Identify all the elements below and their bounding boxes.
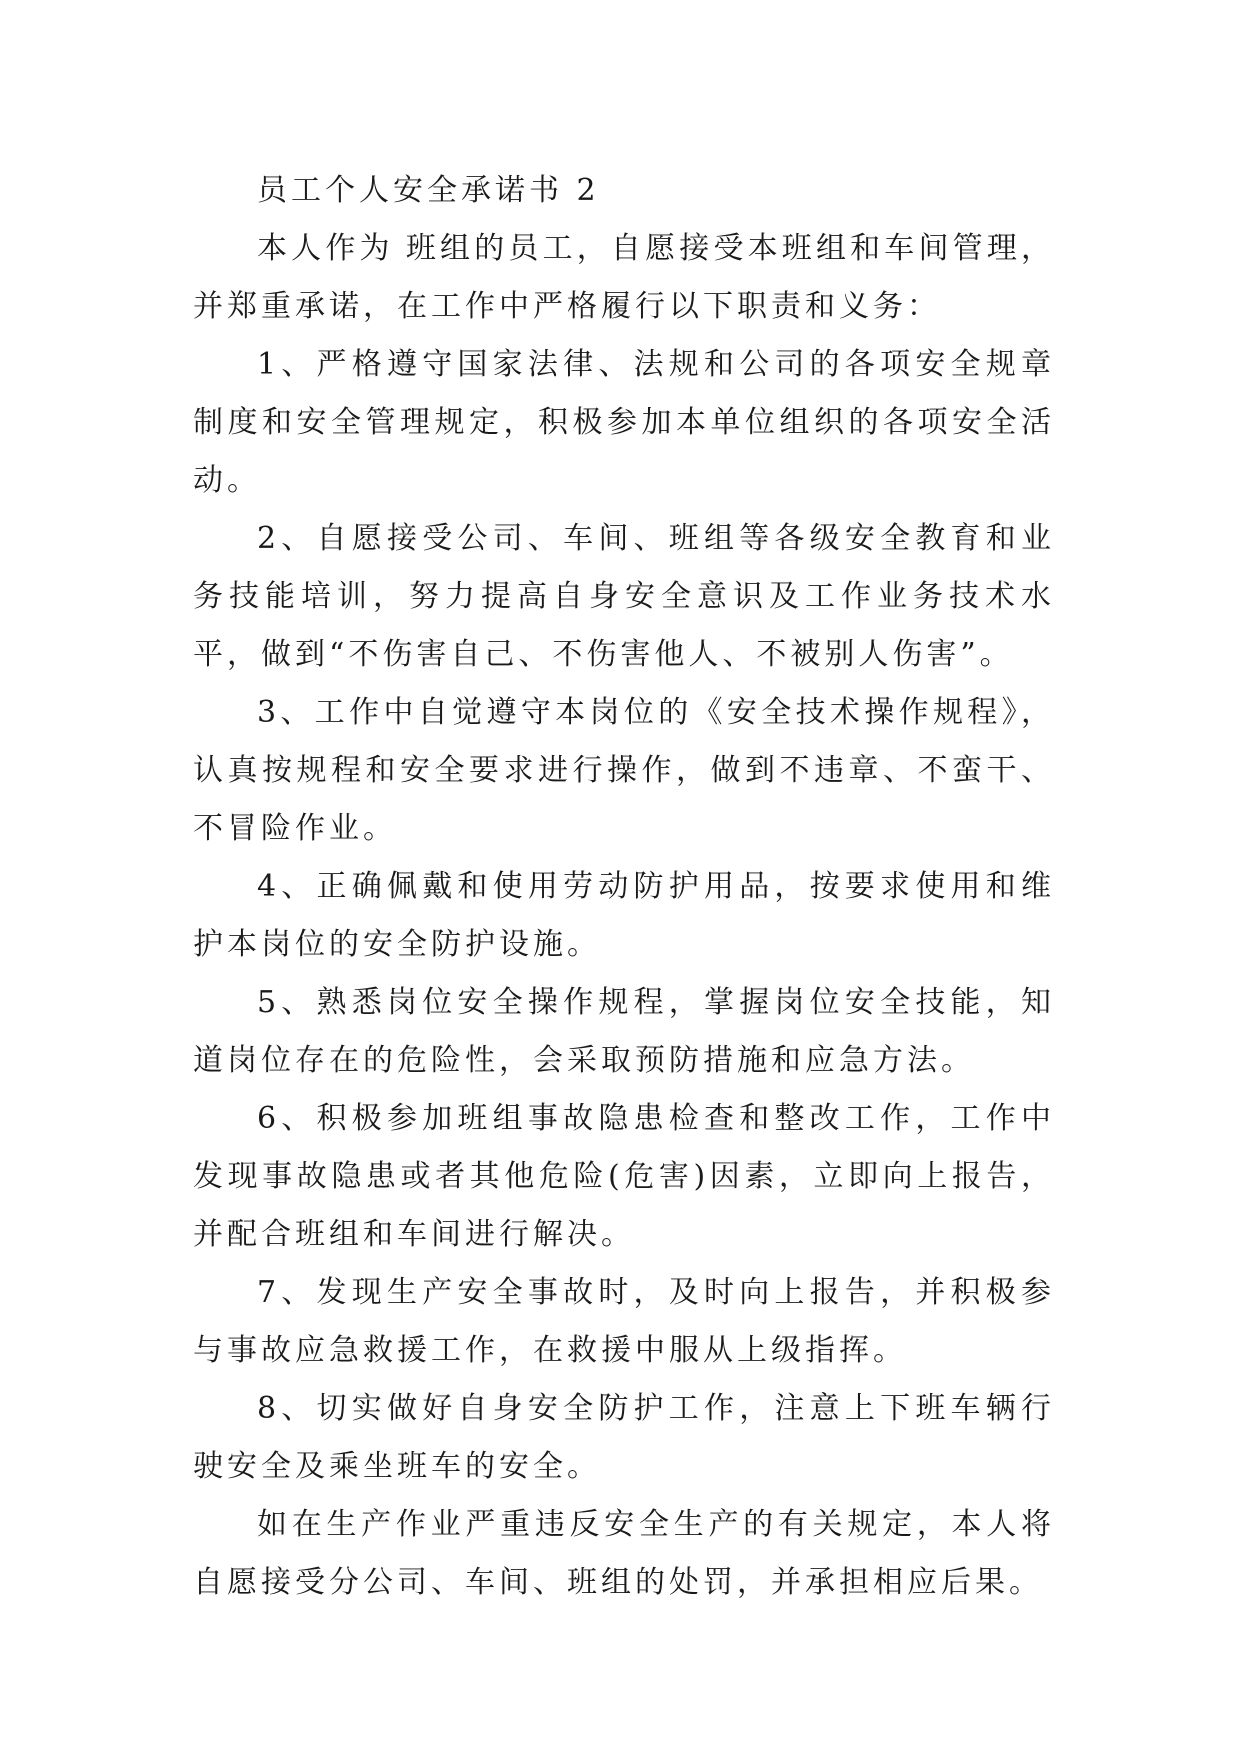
list-item: 7、发现生产安全事故时，及时向上报告，并积极参与事故应急救援工作，在救援中服从上级指挥。 (193, 1275, 1055, 1368)
document-title: 员工个人安全承诺书 2 (257, 173, 600, 208)
closing-paragraph: 如在生产作业严重违反安全生产的有关规定，本人将自愿接受分公司、车间、班组的处罚，并承担相应后果。 (193, 1507, 1055, 1600)
document-body (193, 162, 1055, 1612)
intro-paragraph (193, 220, 1055, 336)
list-item: 2、自愿接受公司、车间、班组等各级安全教育和业务技能培训，努力提高自身安全意识及工作业务技术水平，做到“不伤害自己、不伤害他人、不被别人伤害”。 (193, 521, 1055, 672)
list-item: 3、工作中自觉遵守本岗位的《安全技术操作规程》，认真按规程和安全要求进行操作，做到不违章、不蛮干、不冒险作业。 (193, 695, 1055, 846)
list-item: 4、正确佩戴和使用劳动防护用品，按要求使用和维护本岗位的安全防护设施。 (193, 869, 1055, 962)
intro-part1: 本人作为 (257, 231, 394, 266)
intro-part2: 班组的员工，自愿接受本班组和车间管理，并郑重承诺，在工作中严格履行以下职责和义务： (193, 231, 1056, 324)
list-item: 1、严格遵守国家法律、法规和公司的各项安全规章制度和安全管理规定，积极参加本单位组织的各项安全活动。 (193, 347, 1055, 498)
list-item: 6、积极参加班组事故隐患检查和整改工作，工作中发现事故隐患或者其他危险(危害)因素，立即向上报告，并配合班组和车间进行解决。 (193, 1101, 1055, 1252)
list-item: 8、切实做好自身安全防护工作，注意上下班车辆行驶安全及乘坐班车的安全。 (193, 1391, 1055, 1484)
list-item: 5、熟悉岗位安全操作规程，掌握岗位安全技能，知道岗位存在的危险性，会采取预防措施和应急方法。 (193, 985, 1055, 1078)
